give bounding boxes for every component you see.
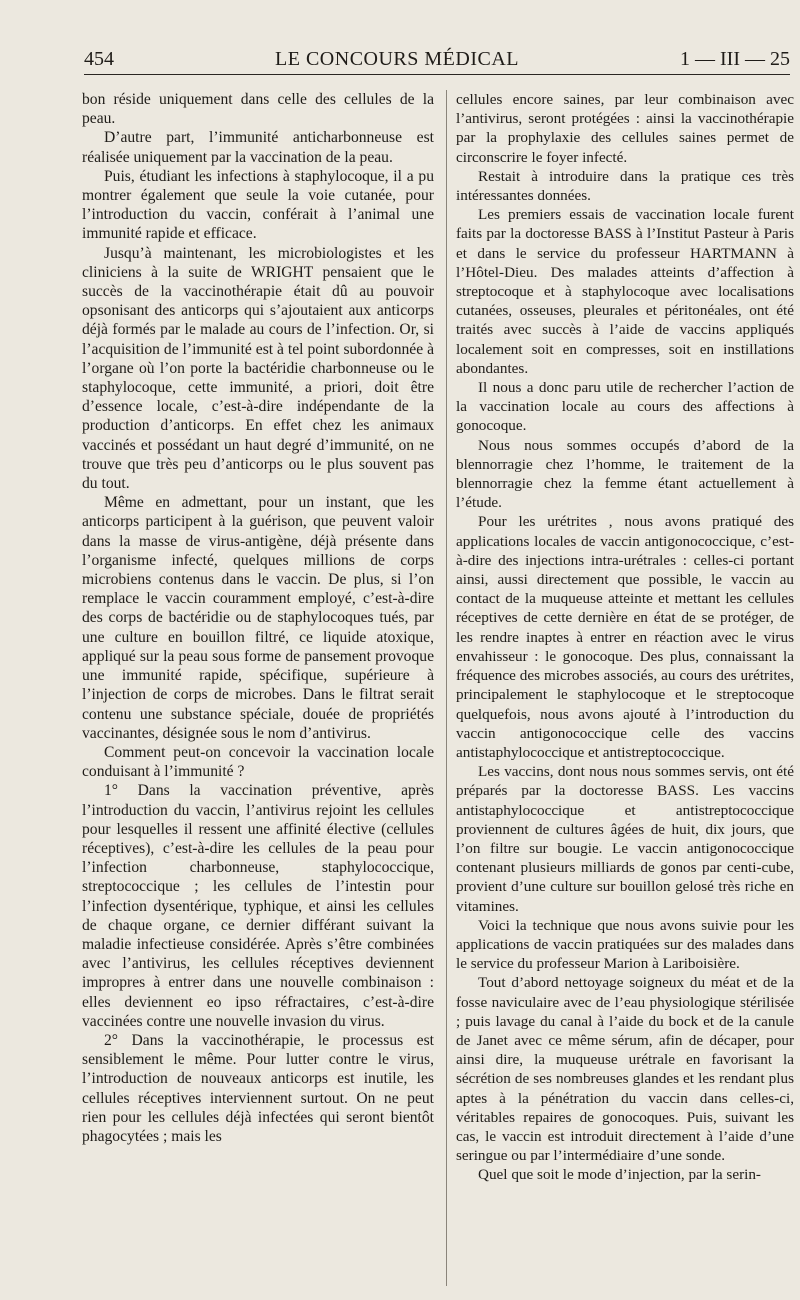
paragraph: Il nous a donc paru utile de rechercher l’action de la vaccination locale au cours des affections à gonocoque. bbox=[456, 379, 794, 435]
header-rule bbox=[84, 74, 790, 75]
paragraph: Les vaccins, dont nous nous sommes servis, ont été préparés par la doctoresse BASS. Les vaccins antistaphylococcique et antistreptococcique proviennent de cultures âgées de huit, dix jours, que l’on filtre sur bougie. Le vaccin antigonococcique contenant plusieurs milliards de gonos par centi-cube, provient d’une culture sur bouillon gelosé très riche en vitamines. bbox=[456, 763, 794, 915]
paragraph: cellules encore saines, par leur combinaison avec l’antivirus, seront protégées : ainsi la vaccinothérapie par la prophylaxie des cellules saines permet de circonscrire le foyer infecté. bbox=[456, 91, 794, 166]
paragraph: Restait à introduire dans la pratique ces très intéressantes données. bbox=[456, 167, 794, 205]
left-column bbox=[82, 90, 434, 1146]
paragraph: Quel que soit le mode d’injection, par la serin- bbox=[478, 1166, 761, 1184]
journal-title: LE CONCOURS MÉDICAL bbox=[275, 47, 519, 70]
paragraph: Puis, étudiant les infections à staphylocoque, il a pu montrer également que seule la voie cutanée, pour l’introduction du vaccin, conférait à l’animal une immunité rapide et efficace. bbox=[82, 167, 434, 243]
paragraph: Tout d’abord nettoyage soigneux du méat et de la fosse naviculaire avec de l’eau physiologique stérilisée ; puis lavage du canal à l’aide du bock et de la canule de Janet avec ce même sérum, afin de décaper, pour ainsi dire, la muqueuse urétrale en favorisant la sécrétion de ses nombreuses glandes et les rendant plus aptes à la pénétration du vaccin dans celles-ci, véritables repaires de gonocoques. Puis, suivant les cas, le vaccin est introduit directement à l’aide d’une seringue ou par l’intermédiaire d’une sonde. bbox=[456, 974, 794, 1165]
paragraph: 1° Dans la vaccination préventive, après l’introduction du vaccin, l’antivirus rejoint les cellules pour lesquelles il ressent une affinité élective (cellules réceptives), c’est-à-dire les cellules de la peau pour l’infection charbonneuse, staphylococcique, streptococcique ; les cellules de l’intestin pour l’infection dysentérique, typhique, et ainsi les cellules de chaque organe, ce dernier différant suivant la maladie infectieuse considérée. Après s’être combinées avec l’antivirus, les cellules réceptives deviennent impropres à entrer dans une nouvelle combinaison : elles deviennent eo ipso réfractaires, c’est-à-dire vaccinées contre une nouvelle invasion du virus. bbox=[82, 782, 434, 1030]
page-header bbox=[84, 44, 790, 74]
paragraph: Voici la technique que nous avons suivie pour les applications de vaccin pratiquées sur des malades dans le service du professeur Marion à Lariboisière. bbox=[456, 916, 794, 973]
paragraph: Nous nous sommes occupés d’abord de la blennorragie chez l’homme, le traitement de la blennorragie chez la femme étant actuellement à l’étude. bbox=[456, 436, 794, 512]
paragraph: Les premiers essais de vaccination locale furent faits par la doctoresse BASS à l’Institut Pasteur à Paris et dans le service du professeur HARTMANN à l’Hôtel-Dieu. Des malades atteints d’affection à streptocoque et à staphylocoque avec localisations cutanées, osseuses, pleurales et péritonéales, ont été traités avec succès à l’aide de vaccins appliqués localement soit en compresses, soit en instillations abondantes. bbox=[456, 206, 794, 377]
paragraph: Même en admettant, pour un instant, que les anticorps participent à la guérison, que peuvent valoir dans la masse de virus-antigène, déjà présente dans l’organisme infecté, quelques millions de corps microbiens contenus dans le vaccin. De plus, si l’on remplace le vaccin couramment employé, c’est-à-dire des corps de bactéridie ou de staphylocoques tués, par une culture en bouillon filtré, ce liquide atoxique, appliqué sur la peau sous forme de pansement provoque une immunité rapide, spécifique, supérieure à l’injection de corps de microbes. Dans le filtrat serait contenu une substance spéciale, douée de propriétés vaccinantes, désignée sous le nom d’antivirus. bbox=[82, 494, 434, 742]
paragraph: Pour les urétrites , nous avons pratiqué des applications locales de vaccin antigonococcique, c’est-à-dire des injections intra-urétrales : celles-ci portant ainsi, aussi directement que possible, le vaccin au contact de la muqueuse atteinte et mettant les cellules réceptives de cette dernière en état de se protéger, de les rendre inaptes à entrer en réaction avec le virus envahisseur : le gonocoque. Des plus, connaissant la fréquence des microbes associés, au cours des urétrites, principalement le staphylocoque et le streptocoque quelquefois, nous avons ajouté à l’introduction du vaccin antigonococcique celle des vaccins antistaphylococcique et antistreptococcique. bbox=[456, 513, 794, 761]
paragraph: Jusqu’à maintenant, les microbiologistes et les cliniciens à la suite de WRIGHT pensaient que le succès de la vaccinothérapie était dû au pouvoir opsonisant des anticorps qui s’ajoutaient aux anticorps déjà formés par le malade au cours de l’infection. Or, si l’acquisition de l’immunité est à tel point subordonnée à l’organe où l’on porte la bactéridie charbonneuse ou le staphylocoque, cette immunité, a priori, doit être d’essence locale, c’est-à-dire indépendante de la production d’anticorps. En effet chez les animaux vaccinés et possédant un haut degré d’immunité, on ne trouve que très peu d’anticorps ou le plus souvent pas du tout. bbox=[82, 244, 434, 493]
paragraph: Comment peut-on concevoir la vaccination locale conduisant à l’immunité ? bbox=[82, 743, 434, 781]
paragraph: 2° Dans la vaccinothérapie, le processus est sensiblement le même. Pour lutter contre le virus, l’introduction de nouveaux anticorps est inutile, les cellules réceptives interviennent surtout. On ne peut rien pour les cellules déjà infectées qui seront bientôt phagocytées ; mais les bbox=[82, 1031, 434, 1145]
paragraph: D’autre part, l’immunité anticharbonneuse est réalisée uniquement par la vaccination de la peau. bbox=[82, 129, 434, 166]
column-divider bbox=[446, 90, 447, 1286]
issue-date: 1 — III — 25 bbox=[680, 47, 790, 70]
paragraph: bon réside uniquement dans celle des cellules de la peau. bbox=[82, 91, 434, 128]
page-number: 454 bbox=[84, 47, 114, 70]
right-column bbox=[456, 90, 794, 1185]
